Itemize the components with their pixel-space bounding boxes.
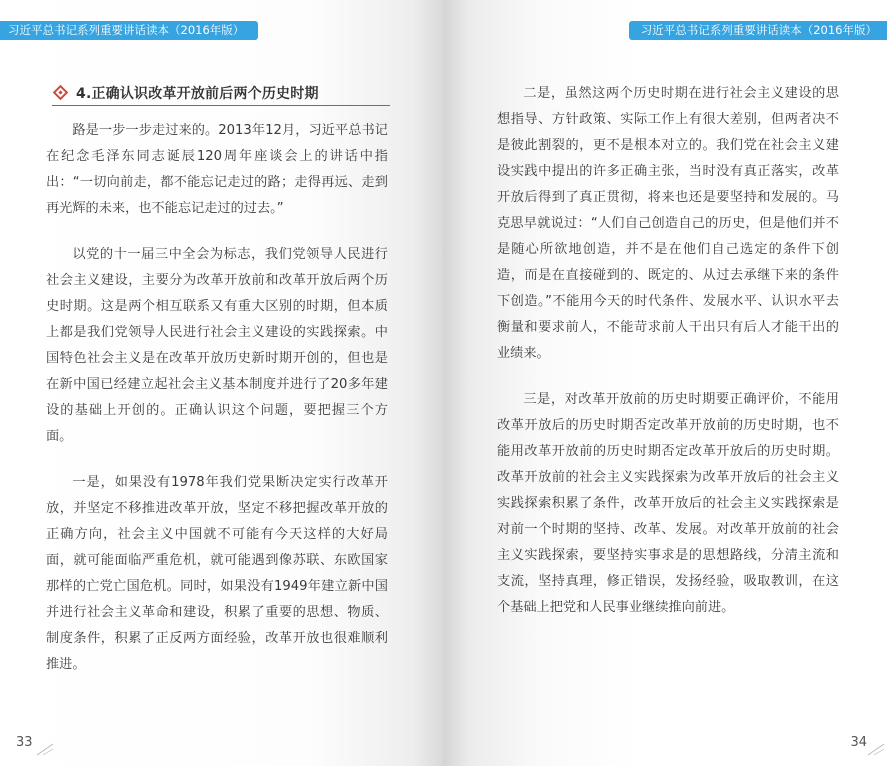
right-running-header: 习近平总书记系列重要讲话读本（2016年版）: [629, 21, 887, 40]
paragraph: 二是，虽然这两个历史时期在进行社会主义建设的思想指导、方针政策、实际工作上有很大差别，但两者决不是彼此割裂的，更不是根本对立的。我们党在社会主义建设实践中提出的许多正确主张，当时没有真正落实，改革开放后得到了真正贯彻，将来也还是要坚持和发展的。马克思早就说过：“人们自己创造自己的历史，但是他们并不是随心所欲地创造，并不是在他们自己选定的条件下创造，而是在直接碰到的、既定的、从过去承继下来的条件下创造。”不能用今天的时代条件、发展水平、认识水平去衡量和要求前人，不能苛求前人干出只有后人才能干出的业绩来。: [497, 86, 839, 361]
right-page: [443, 0, 887, 766]
section-heading: [52, 80, 390, 106]
corner-slash-icon: [36, 740, 54, 756]
right-body-text: [497, 81, 839, 641]
section-title: 4.正确认识改革开放前后两个历史时期: [76, 85, 319, 102]
paragraph: 以党的十一届三中全会为标志，我们党领导人民进行社会主义建设，主要分为改革开放前和改革开放后两个历史时期。这是两个相互联系又有重大区别的时期，但本质上都是我们党领导人民进行社会主义建设的实践探索。中国特色社会主义是在改革开放历史新时期开创的，但也是在新中国已经建立起社会主义基本制度并进行了20多年建设的基础上开创的。正确认识这个问题，要把握三个方面。: [46, 247, 388, 444]
paragraph: 路是一步一步走过来的。2013年12月，习近平总书记在纪念毛泽东同志诞辰120周年座谈会上的讲话中指出：“一切向前走，都不能忘记走过的路；走得再远、走到再光辉的未来，也不能忘记走过的过去。”: [46, 123, 388, 216]
corner-slash-icon: [867, 740, 885, 756]
paragraph: 一是，如果没有1978年我们党果断决定实行改革开放，并坚定不移推进改革开放，坚定不移把握改革开放的正确方向，社会主义中国就不可能有今天这样的大好局面，就可能面临严重危机，就可能遇到像苏联、东欧国家那样的亡党亡国危机。同时，如果没有1949年建立新中国并进行社会主义革命和建设，积累了重要的思想、物质、制度条件，积累了正反两方面经验，改革开放也很难顺利推进。: [46, 475, 388, 672]
left-body-text: [46, 118, 388, 698]
left-running-header: 习近平总书记系列重要讲话读本（2016年版）: [0, 21, 258, 40]
paragraph: 三是，对改革开放前的历史时期要正确评价，不能用改革开放后的历史时期否定改革开放前的历史时期，也不能用改革开放前的历史时期否定改革开放后的历史时期。改革开放前的社会主义实践探索为改革开放后的社会主义实践探索积累了条件，改革开放后的社会主义实践探索是对前一个时期的坚持、改革、发展。对改革开放前的社会主义实践探索，要坚持实事求是的思想路线，分清主流和支流，坚持真理，修正错误，发扬经验，吸取教训，在这个基础上把党和人民事业继续推向前进。: [497, 392, 839, 615]
left-page: [0, 0, 443, 766]
diamond-icon: [53, 85, 69, 101]
left-page-number: 33: [16, 735, 33, 750]
right-page-number: 34: [850, 735, 867, 750]
